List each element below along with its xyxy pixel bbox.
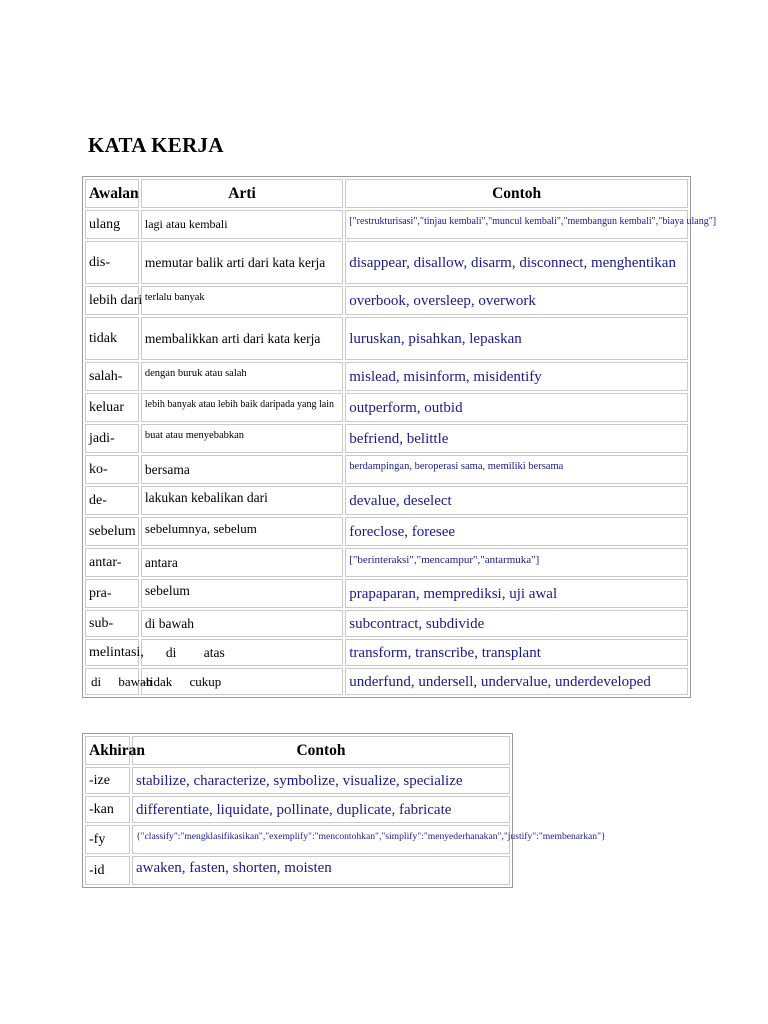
example-cell: luruskan, pisahkan, lepaskan — [345, 317, 688, 360]
meaning-cell: dengan buruk atau salah — [141, 362, 343, 391]
meaning-cell: di atas — [141, 639, 343, 666]
header-awalan: Awalan — [85, 179, 139, 208]
example-cell: outperform, outbid — [345, 393, 688, 422]
example-cell: differentiate, liquidate, pollinate, duplicate, fabricate — [132, 796, 510, 823]
table-row — [85, 362, 688, 391]
header-arti: Arti — [141, 179, 343, 208]
prefix-cell: salah- — [85, 362, 139, 391]
example-cell: awaken, fasten, shorten, moisten — [132, 856, 510, 885]
meaning-cell: buat atau menyebabkan — [141, 424, 343, 453]
table-row — [85, 639, 688, 666]
table-row — [85, 796, 510, 823]
prefix-cell: antar- — [85, 548, 139, 577]
example-cell: disappear, disallow, disarm, disconnect, menghentikan — [345, 241, 688, 284]
page-title: KATA KERJA — [88, 133, 224, 157]
suffix-cell: -id — [85, 856, 130, 885]
example-cell: ["berinteraksi","mencampur","antarmuka"] — [345, 548, 688, 577]
table-row — [85, 548, 688, 577]
table-header-row — [85, 736, 510, 765]
example-cell: {"classify":"mengklasifikasikan","exemplify":"mencontohkan","simplify":"menyederhanakan","justify":"membenarkan"} — [132, 825, 510, 854]
prefix-cell: lebih dari — [85, 286, 139, 315]
example-cell: devalue, deselect — [345, 486, 688, 515]
prefix-cell: de- — [85, 486, 139, 515]
example-cell: foreclose, foresee — [345, 517, 688, 546]
prefix-table — [82, 176, 717, 698]
table-row — [85, 517, 688, 546]
meaning-cell: bersama — [141, 455, 343, 484]
example-cell: ["restrukturisasi","tinjau kembali","muncul kembali","membangun kembali","biaya ulang"] — [345, 210, 688, 239]
example-cell: prapaparan, memprediksi, uji awal — [345, 579, 688, 608]
prefix-cell: sebelum — [85, 517, 139, 546]
example-cell: transform, transcribe, transplant — [345, 639, 688, 666]
prefix-cell: sub- — [85, 610, 139, 637]
example-cell: overbook, oversleep, overwork — [345, 286, 688, 315]
prefix-cell: ko- — [85, 455, 139, 484]
prefix-cell: tidak — [85, 317, 139, 360]
header-contoh: Contoh — [132, 736, 510, 765]
meaning-cell: memutar balik arti dari kata kerja — [141, 241, 343, 284]
prefix-cell: ulang — [85, 210, 139, 239]
meaning-cell: sebelum — [141, 579, 343, 608]
table-row — [85, 825, 510, 854]
prefix-cell: pra- — [85, 579, 139, 608]
table-row — [85, 424, 688, 453]
example-cell: subcontract, subdivide — [345, 610, 688, 637]
meaning-cell: lakukan kebalikan dari — [141, 486, 343, 515]
table-row — [85, 286, 688, 315]
example-cell: berdampingan, beroperasi sama, memiliki bersama — [345, 455, 688, 484]
table-row — [85, 241, 688, 284]
table-row — [85, 610, 688, 637]
table-row — [85, 579, 688, 608]
table-header-row — [85, 179, 688, 208]
meaning-cell: di bawah — [141, 610, 343, 637]
prefix-cell: jadi- — [85, 424, 139, 453]
prefix-cell: dis- — [85, 241, 139, 284]
suffix-cell: -kan — [85, 796, 130, 823]
table-row — [85, 767, 510, 794]
table-row — [85, 856, 510, 885]
suffix-table — [82, 733, 606, 888]
table-row — [85, 317, 688, 360]
table-row — [85, 210, 688, 239]
table-row — [85, 393, 688, 422]
example-cell: stabilize, characterize, symbolize, visualize, specialize — [132, 767, 510, 794]
meaning-cell: membalikkan arti dari kata kerja — [141, 317, 343, 360]
meaning-cell: lagi atau kembali — [141, 210, 343, 239]
meaning-cell: -tidak cukup — [141, 668, 343, 695]
header-akhiran: Akhiran — [85, 736, 130, 765]
example-cell: mislead, misinform, misidentify — [345, 362, 688, 391]
meaning-cell: sebelumnya, sebelum — [141, 517, 343, 546]
meaning-cell: lebih banyak atau lebih baik daripada yang lain — [141, 393, 343, 422]
meaning-cell: antara — [141, 548, 343, 577]
table-row — [85, 668, 688, 695]
example-cell: underfund, undersell, undervalue, underdeveloped — [345, 668, 688, 695]
prefix-cell: keluar — [85, 393, 139, 422]
suffix-cell: -ize — [85, 767, 130, 794]
table-row — [85, 455, 688, 484]
meaning-cell: terlalu banyak — [141, 286, 343, 315]
table-row — [85, 486, 688, 515]
header-contoh: Contoh — [345, 179, 688, 208]
prefix-cell: di bawah — [85, 668, 139, 695]
suffix-cell: -fy — [85, 825, 130, 854]
example-cell: befriend, belittle — [345, 424, 688, 453]
prefix-cell: melintasi, — [85, 639, 139, 666]
